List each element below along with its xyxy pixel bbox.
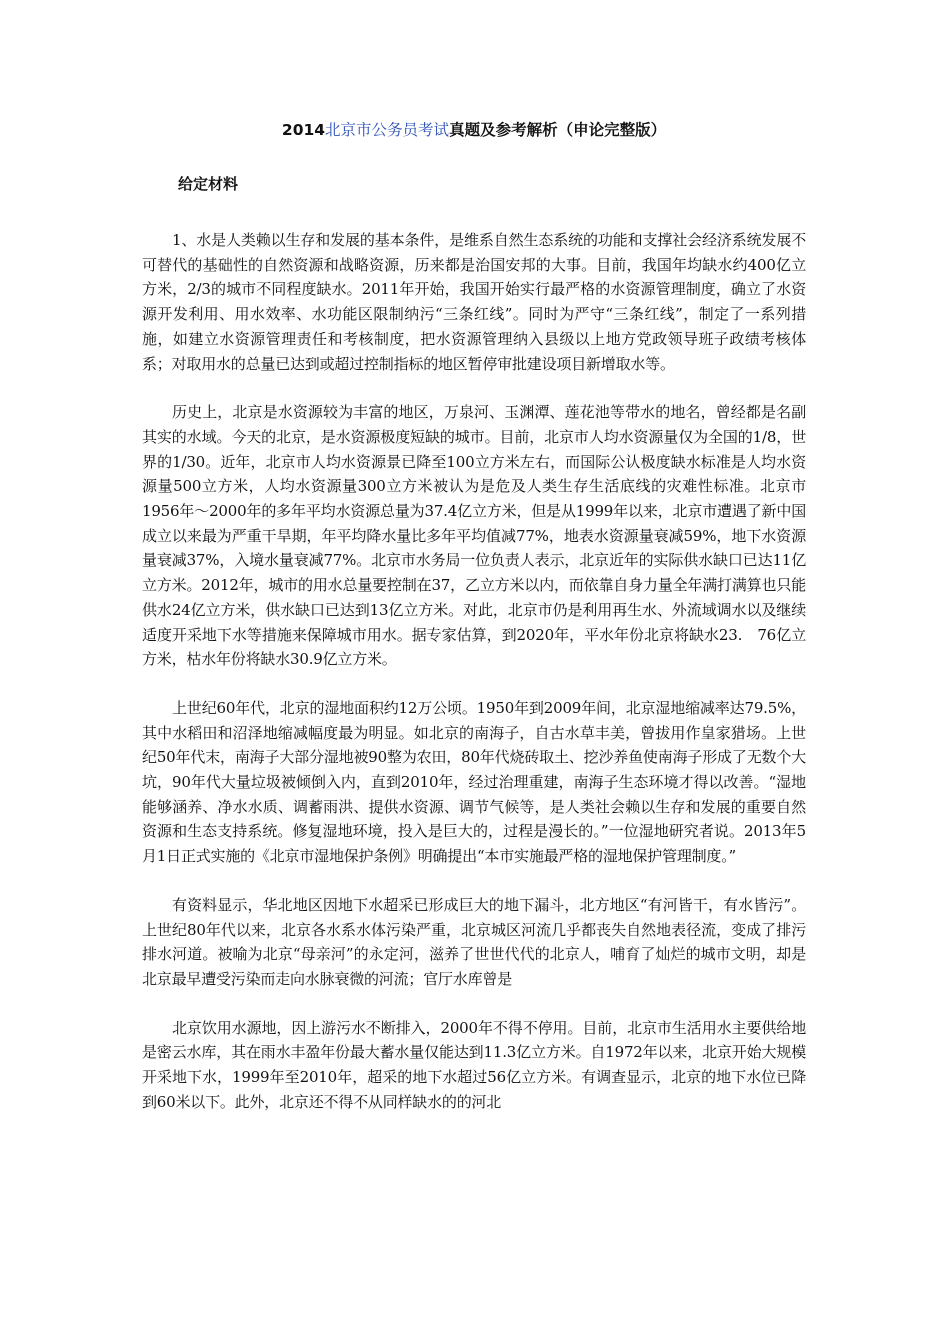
paragraph-4: 有资料显示，华北地区因地下水超采已形成巨大的地下漏斗，北方地区“有河皆干，有水皆污”。上世纪80年代以来，北京各水系水体污染严重，北京城区河流几乎都丧失自然地表径流，变成了排污排水河道。被喻为北京“母亲河”的永定河，滋养了世世代代的北京人，哺育了灿烂的城市文明，却是北京最早遭受污染而走向水脉衰微的河流；官厅水库曾是 (142, 895, 806, 988)
title-link[interactable]: 北京市公务员考试 (325, 121, 450, 139)
title-suffix: 真题及参考解析（申论完整版） (449, 121, 667, 139)
section-heading: 给定材料 (178, 175, 239, 193)
paragraph-5: 北京饮用水源地，因上游污水不断排入，2000年不得不停用。目前，北京市生活用水主要供给地是密云水库，其在雨水丰盈年份最大蓄水量仅能达到11.3亿立方米。自1972年以来，北京开始大规模开采地下水，1999年至2010年，超采的地下水超过56亿立方米。有调查显示，北京的地下水位已降到60米以下。此外，北京还不得不从同样缺水的的河北 (142, 1018, 806, 1111)
paragraph-2: 历史上，北京是水资源较为丰富的地区，万泉河、玉渊潭、莲花池等带水的地名，曾经都是名副其实的水域。今天的北京，是水资源极度短缺的城市。目前，北京市人均水资源量仅为全国的1/8，世界的1/30。近年，北京市人均水资源景已降至100立方米左右，而国际公认极度缺水标准是人均水资源量500立方米，人均水资源量300立方米被认为是危及人类生存生活底线的灾难性标准。北京市1956年～2000年的多年平均水资源总量为37.4亿立方米，但是从1999年以来，北京市遭遇了新中国成立以来最为严重干旱期，年平均降水量比多年平均值减77%，地表水资源量衰减59%，地下水资源量衰减37%，入境水量衰减77%。北京市水务局一位负责人表示，北京近年的实际供水缺口已达11亿立方米。2012年，城市的用水总量要控制在37，乙立方米以内，而依靠自身力量全年满打满算也只能供水24亿立方米，供水缺口已达到13亿立方米。对此，北京市仍是利用再生水、外流域调水以及继续适度开采地下水等措施来保障城市用水。据专家估算，到2020年，平水年份北京将缺水23. 76亿立方米，枯水年份将缺水30.9亿立方米。 (142, 403, 806, 669)
paragraph-3: 上世纪60年代，北京的湿地面积约12万公顷。1950年到2009年间，北京湿地缩减率达79.5%，其中水稻田和沼泽地缩减幅度最为明显。如北京的南海子，自古水草丰美，曾拔用作皇家猎场。上世纪50年代末，南海子大部分湿地被90整为农田，80年代烧砖取土、挖沙养鱼使南海子形成了无数个大坑，90年代大量垃圾被倾倒入内，直到2010年，经过治理重建，南海子生态环境才得以改善。“湿地能够涵养、净水水质、调蓄雨洪、提供水资源、调节气候等，是人类社会赖以生存和发展的重要自然资源和生态支持系统。修复湿地环境，投入是巨大的，过程是漫长的。”一位湿地研究者说。2013年5月1日正式实施的《北京市湿地保护条例》明确提出“本市实施最严格的湿地保护管理制度。” (142, 698, 806, 866)
title-prefix: 2014 (281, 121, 326, 139)
paragraph-1: 1、水是人类赖以生存和发展的基本条件，是维系自然生态系统的功能和支撑社会经济系统发展不可替代的基础性的自然资源和战略资源，历来都是治国安邦的大事。目前，我国年均缺水约400亿立方米，2/3的城市不同程度缺水。2011年开始，我国开始实行最严格的水资源管理制度，确立了水资源开发利用、用水效率、水功能区限制纳污“三条红线”。同时为严守“三条红线”，制定了一系列措施，如建立水资源管理责任和考核制度，把水资源管理纳入县级以上地方党政领导班子政绩考核体系；对取用水的总量已达到或超过控制指标的地区暂停审批建设项目新增取水等。 (142, 231, 806, 373)
document-title (142, 118, 806, 142)
document-page (142, 118, 806, 1139)
